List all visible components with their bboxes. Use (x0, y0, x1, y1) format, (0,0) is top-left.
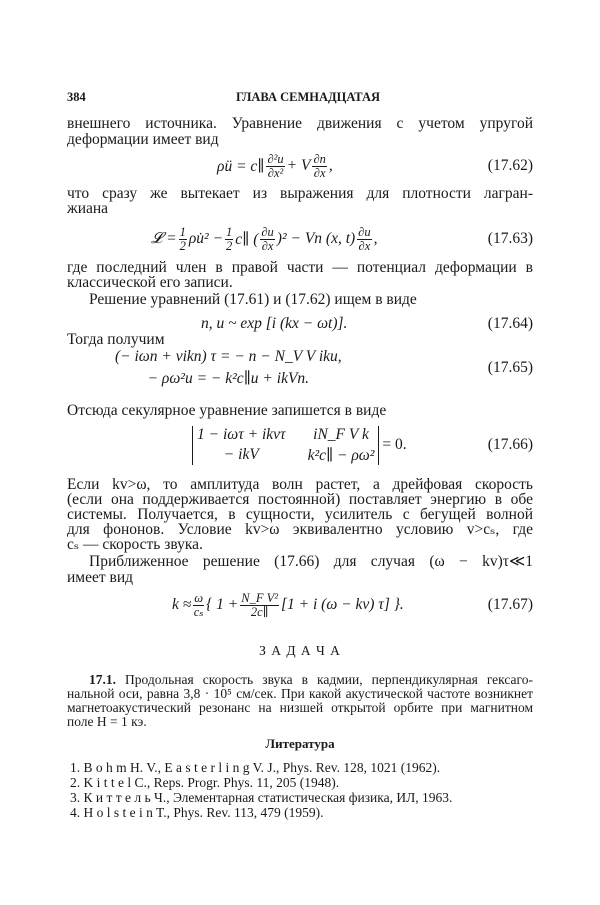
matrix-cell: − ikV (223, 445, 259, 463)
equation-number: (17.64) (487, 315, 533, 332)
text-line: Если kv>ω, то амплитуда волн растет, а дрейфовая скорость (67, 476, 533, 493)
text-line: классической его записи. (67, 274, 233, 291)
text-line: жиана (67, 200, 109, 217)
denominator: 2 (226, 238, 233, 253)
matrix-cell: 1 − iωτ + ikvτ (197, 425, 286, 443)
equation-number: (17.66) (487, 436, 533, 453)
eq-part: { 1 + (206, 596, 239, 613)
text-line: деформации имеет вид (67, 131, 219, 148)
equation-number: (17.62) (487, 157, 533, 174)
eq-part: )² − Vn (x, t) (276, 230, 356, 247)
determinant (192, 426, 379, 465)
numerator: ∂u (358, 224, 371, 239)
eq-part: , (328, 157, 333, 174)
text-line: системы. Получается, в сущности, усилитель с бегущей волной (67, 506, 533, 523)
numerator: ω (194, 590, 204, 605)
text-line: Решение уравнений (17.61) и (17.62) ищем в виде (89, 291, 417, 308)
equation-17-62 (67, 149, 533, 183)
equation-17-63 (67, 222, 533, 256)
eq-part: c∥ ( (235, 230, 259, 248)
reference-item: 2. K i t t e l C., Reps. Progr. Phys. 11, 205 (1948). (70, 775, 340, 790)
text-line: что сразу же вытекает из выражения для плотности лагран- (67, 185, 533, 202)
eq-part: 𝓛 = (151, 230, 177, 247)
equation-17-65 (67, 344, 533, 392)
text-line: Приближенное решение (17.66) для случая (ω − kv)τ≪1 (89, 553, 533, 570)
equation-number: (17.65) (487, 359, 533, 376)
denominator: cₛ (193, 604, 204, 619)
problem-text: магнетоакустический резонанс на низшей открытой орбите при магнитном (67, 700, 533, 715)
eq-part: ρü = c∥ (217, 157, 265, 175)
eq-part: + V (286, 157, 311, 174)
text-line: имеет вид (67, 569, 134, 586)
matrix-cell: iN_F V k (313, 425, 369, 443)
eq-part: [1 + i (ω − kv) τ] }. (281, 596, 404, 613)
numerator: ∂u (261, 224, 274, 239)
problem-line: Продольная скорость звука в кадмии, перпендикулярная гексаго- (125, 672, 533, 687)
equation-number: (17.67) (487, 596, 533, 613)
eq-part: , (373, 230, 378, 247)
text-line: Тогда получим (67, 331, 165, 348)
denominator: ∂x (313, 165, 326, 180)
text-line: для фононов. Условие kv>ω эквивалентно условию v>cₛ, где (67, 521, 533, 538)
denominator: ∂x (261, 238, 274, 253)
numerator: ∂²u (267, 151, 284, 166)
numerator: ∂n (313, 151, 326, 166)
eq-line: − ρω²u = − k²c∥u + ikVn. (147, 370, 310, 387)
reference-item: 1. B o h m H. V., E a s t e r l i n g V. J., Phys. Rev. 128, 1021 (1962). (70, 760, 441, 775)
page-number: 384 (67, 90, 86, 104)
numerator: 1 (226, 224, 233, 239)
denominator: 2 (179, 238, 186, 253)
matrix-cell: k²c∥ − ρω² (307, 446, 375, 464)
problem-number: 17.1. (89, 672, 116, 687)
reference-item: 3. К и т т е л ь Ч., Элементарная статистическая физика, ИЛ, 1963. (70, 790, 453, 805)
numerator: 1 (179, 224, 186, 239)
denominator: 2c∥ (250, 604, 269, 619)
denominator: ∂x² (267, 165, 284, 180)
text-line: (если она поддерживается постоянной) поставляет энергию в обе (67, 491, 533, 508)
numerator: N_F V² (241, 590, 278, 605)
problem-text: поле H = 1 кэ. (67, 714, 147, 729)
equation-17-66 (67, 423, 533, 467)
text-line: Отсюда секулярное уравнение запишется в виде (67, 402, 387, 419)
references-heading: Литература (265, 736, 335, 751)
reference-item: 4. H o l s t e i n T., Phys. Rev. 113, 479 (1959). (70, 805, 324, 820)
text-line: внешнего источника. Уравнение движения с учетом упругой (67, 115, 533, 132)
problem-text: нальной оси, равна 3,8 · 10⁵ см/сек. При какой акустической частоте возникнет (67, 686, 533, 701)
equation-number: (17.63) (487, 230, 533, 247)
running-title: ГЛАВА СЕМНАДЦАТАЯ (236, 90, 381, 104)
eq-part: = 0. (382, 436, 407, 453)
eq-part: n, u ~ exp [i (kx − ωt)]. (201, 315, 348, 332)
text-line: где последний член в правой части — потенциал деформации в (67, 259, 533, 276)
eq-part: ρu̇² − (188, 230, 224, 247)
eq-line: (− iωn + vikn) τ = − n − N_V V iku, (115, 348, 342, 365)
equation-17-67 (67, 586, 533, 624)
eq-part: k ≈ (172, 596, 192, 613)
denominator: ∂x (358, 238, 371, 253)
problem-heading: З А Д А Ч А (259, 643, 341, 658)
text-line: cₛ — скорость звука. (67, 536, 203, 553)
